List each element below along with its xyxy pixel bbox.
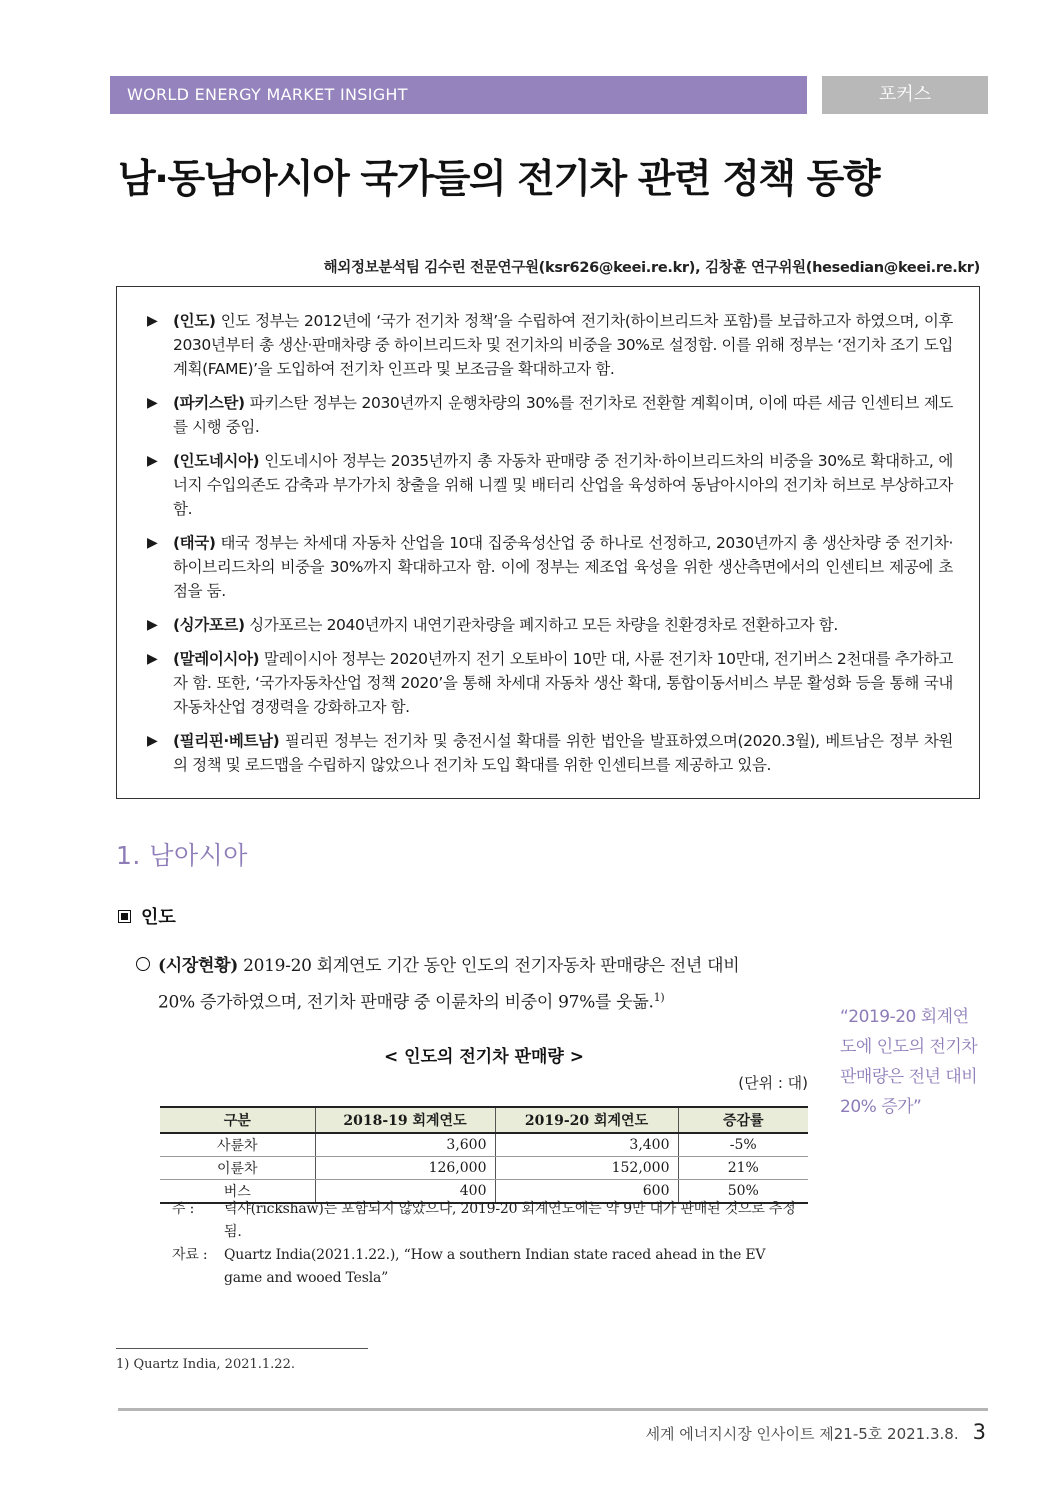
table-cell: -5%	[678, 1133, 808, 1157]
triangle-bullet-icon: ▶	[147, 617, 158, 633]
summary-tag: (인도네시아)	[173, 452, 260, 470]
table-row	[160, 1157, 808, 1180]
triangle-bullet-icon: ▶	[147, 453, 158, 469]
table-header-cell: 증감률	[678, 1107, 808, 1133]
page-title: 남·동남아시아 국가들의 전기차 관련 정책 동향	[118, 157, 880, 202]
table-header-row	[160, 1107, 808, 1133]
header-category-tag: 포커스	[822, 76, 988, 114]
paragraph-line: 2019-20 회계연도 기간 동안 인도의 전기자동차 판매량은 전년 대비	[237, 956, 740, 976]
triangle-bullet-icon: ▶	[147, 535, 158, 551]
triangle-bullet-icon: ▶	[147, 313, 158, 329]
summary-text: 태국 정부는 차세대 자동차 산업을 10대 집중육성산업 중 하나로 선정하고, 2030년까지 총 생산차량 중 전기차·하이브리드차의 비중을 30%까지 확대하고자 함. 이에 정부는 제조업 육성을 위한 생산측면에서의 인센티브 제공에 초점을 둠.	[173, 534, 953, 600]
pull-quote: “2019-20 회계연도에 인도의 전기차 판매량은 전년 대비 20% 증가”	[840, 1007, 978, 1117]
table-cell: 이륜차	[160, 1157, 315, 1180]
square-bullet-icon	[118, 910, 131, 923]
footnote-divider	[116, 1348, 368, 1349]
table-cell: 50%	[678, 1180, 808, 1204]
summary-text: 필리핀 정부는 전기차 및 충전시설 확대를 위한 법안을 발표하였으며(2020.3월), 베트남은 정부 차원의 정책 및 로드맵을 수립하지 않았으나 전기차 도입 확대를 위한 인센티브를 제공하고 있음.	[173, 732, 953, 774]
table-header-cell: 구분	[160, 1107, 315, 1133]
table-cell: 600	[495, 1180, 678, 1204]
table-cell: 3,600	[315, 1133, 495, 1157]
body-paragraph	[136, 950, 808, 1019]
summary-item-singapore	[147, 613, 953, 637]
subsection-heading	[118, 903, 176, 929]
table-cell: 3,400	[495, 1133, 678, 1157]
table-header-cell: 2018-19 회계연도	[315, 1107, 495, 1133]
summary-tag: (인도)	[173, 312, 216, 330]
paragraph-line: 20% 증가하였으며, 전기차 판매량 중 이륜차의 비중이 97%를 웃돎.	[158, 992, 654, 1013]
summary-text: 싱가포르는 2040년까지 내연기관차량을 폐지하고 모든 차량을 친환경차로 전환하고자 함.	[244, 616, 838, 634]
footnote-ref[interactable]: 1)	[653, 991, 665, 1004]
page-number: 3	[972, 1420, 986, 1444]
summary-box	[116, 286, 980, 799]
summary-item-pakistan	[147, 391, 953, 439]
footer-publication: 세계 에너지시장 인사이트 제21-5호 2021.3.8.	[645, 1425, 959, 1443]
table-unit: (단위 : 대)	[738, 1074, 808, 1092]
section-heading: 1. 남아시아	[116, 841, 248, 870]
header-series-title: WORLD ENERGY MARKET INSIGHT	[110, 76, 807, 114]
table-cell: 152,000	[495, 1157, 678, 1180]
table-header-cell: 2019-20 회계연도	[495, 1107, 678, 1133]
footer-divider	[118, 1408, 988, 1411]
circle-bullet-icon	[136, 957, 150, 971]
summary-tag: (태국)	[173, 534, 216, 552]
summary-text: 말레이시아 정부는 2020년까지 전기 오토바이 10만 대, 사륜 전기차 10만대, 전기버스 2천대를 추가하고자 함. 또한, ‘국가자동차산업 정책 2020’을 통해 차세대 자동차 생산 확대, 통합이동서비스 부문 활성화 등을 통해 국내 자동차산업 경쟁력을 강화하고자 함.	[173, 650, 953, 716]
summary-item-thailand	[147, 531, 953, 603]
table-row	[160, 1133, 808, 1157]
summary-text: 인도네시아 정부는 2035년까지 총 자동차 판매량 중 전기차·하이브리드차의 비중을 30%로 확대하고, 에너지 수입의존도 감축과 부가가치 창출을 위해 니켈 및 배터리 산업을 육성하여 동남아시아의 전기차 허브로 부상하고자 함.	[173, 452, 953, 518]
summary-tag: (싱가포르)	[173, 616, 245, 634]
summary-text: 인도 정부는 2012년에 ‘국가 전기차 정책’을 수립하여 전기차(하이브리드차 포함)를 보급하고자 하였으며, 이후 2030년부터 총 생산·판매차량 중 하이브리드차 및 전기차의 비중을 30%로 설정함. 이를 위해 정부는 ‘전기차 조기 도입계획(FAME)’을 도입하여 전기차 인프라 및 보조금을 확대하고자 함.	[173, 312, 953, 378]
source-text: Quartz India(2021.1.22.), “How a southern Indian state raced ahead in the EV game and wooed Tesla”	[224, 1247, 766, 1286]
source-label: 자료 :	[172, 1247, 208, 1263]
triangle-bullet-icon: ▶	[147, 395, 158, 411]
table-title: < 인도의 전기차 판매량 >	[384, 1047, 584, 1067]
subsection-label: 인도	[141, 907, 176, 928]
footnote: 1) Quartz India, 2021.1.22.	[116, 1357, 295, 1372]
summary-item-india	[147, 309, 953, 381]
table-notes	[172, 1198, 802, 1290]
summary-item-malaysia	[147, 647, 953, 719]
summary-tag: (말레이시아)	[173, 650, 260, 668]
triangle-bullet-icon: ▶	[147, 733, 158, 749]
note-label: 주 :	[172, 1201, 195, 1217]
table-cell: 사륜차	[160, 1133, 315, 1157]
summary-text: 파키스탄 정부는 2030년까지 운행차량의 30%를 전기차로 전환할 계획이며, 이에 따른 세금 인센티브 제도를 시행 중임.	[173, 394, 953, 436]
footer	[646, 1420, 986, 1444]
paragraph-tag: (시장현황)	[158, 956, 238, 976]
summary-tag: (파키스탄)	[173, 394, 245, 412]
summary-item-philippines-vietnam	[147, 729, 953, 777]
table-cell: 21%	[678, 1157, 808, 1180]
note-text: 릭샤(rickshaw)는 포함되지 않았으나, 2019-20 회계연도에는 약 9만 대가 판매된 것으로 추정됨.	[224, 1201, 796, 1240]
author-line: 해외정보분석팀 김수린 전문연구원(ksr626@keei.re.kr), 김창훈 연구위원(hesedian@keei.re.kr)	[323, 260, 980, 276]
summary-item-indonesia	[147, 449, 953, 521]
triangle-bullet-icon: ▶	[147, 651, 158, 667]
table-cell: 버스	[160, 1180, 315, 1204]
sales-table	[160, 1106, 808, 1204]
table-cell: 400	[315, 1180, 495, 1204]
table-source	[172, 1244, 802, 1290]
summary-tag: (필리핀·베트남)	[173, 732, 280, 750]
table-note	[172, 1198, 802, 1244]
table-cell: 126,000	[315, 1157, 495, 1180]
